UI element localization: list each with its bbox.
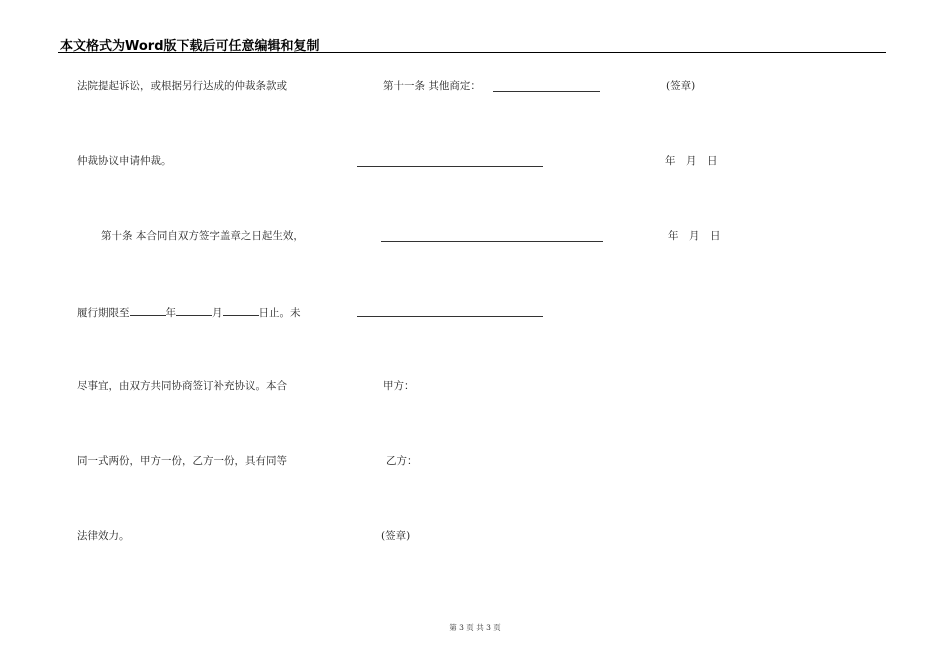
left-text-line-2: 仲裁协议申请仲裁。 (77, 155, 172, 167)
blank-line-2 (381, 241, 603, 242)
left-text-line-3: 第十条 本合同自双方签字盖章之日起生效， (101, 230, 304, 242)
term-until-label: 履行期限至 (77, 307, 130, 319)
date-line-1: 年 月 日 (665, 155, 718, 167)
left-text-line-4 (77, 305, 301, 319)
month-label: 月 (212, 307, 223, 319)
party-b-label: 乙方： (386, 455, 418, 467)
left-text-line-5: 尽事宜，由双方共同协商签订补充协议。本合 (77, 380, 287, 392)
day-end-label: 日止。未 (258, 307, 301, 319)
seal-label-middle: (签章) (381, 530, 411, 542)
month-blank (176, 305, 212, 316)
left-text-line-1: 法院提起诉讼，或根据另行达成的仲裁条款或 (77, 80, 287, 92)
day-blank (223, 305, 259, 316)
article-11-blank-line (493, 91, 600, 92)
left-text-line-7: 法律效力。 (77, 530, 130, 542)
seal-label-right: (签章) (666, 80, 696, 92)
date-line-2: 年 月 日 (668, 230, 721, 242)
blank-line-1 (357, 166, 543, 167)
article-11-label: 第十一条 其他商定： (383, 80, 481, 92)
document-header-title: 本文格式为Word版下载后可任意编辑和复制 (60, 39, 320, 54)
page-number-footer: 第 3 页 共 3 页 (449, 623, 501, 632)
party-a-label: 甲方： (383, 380, 415, 392)
blank-line-3 (357, 316, 543, 317)
year-blank (130, 305, 166, 316)
year-label: 年 (165, 307, 176, 319)
header-divider (58, 52, 886, 53)
left-text-line-6: 同一式两份，甲方一份，乙方一份，具有同等 (77, 455, 287, 467)
